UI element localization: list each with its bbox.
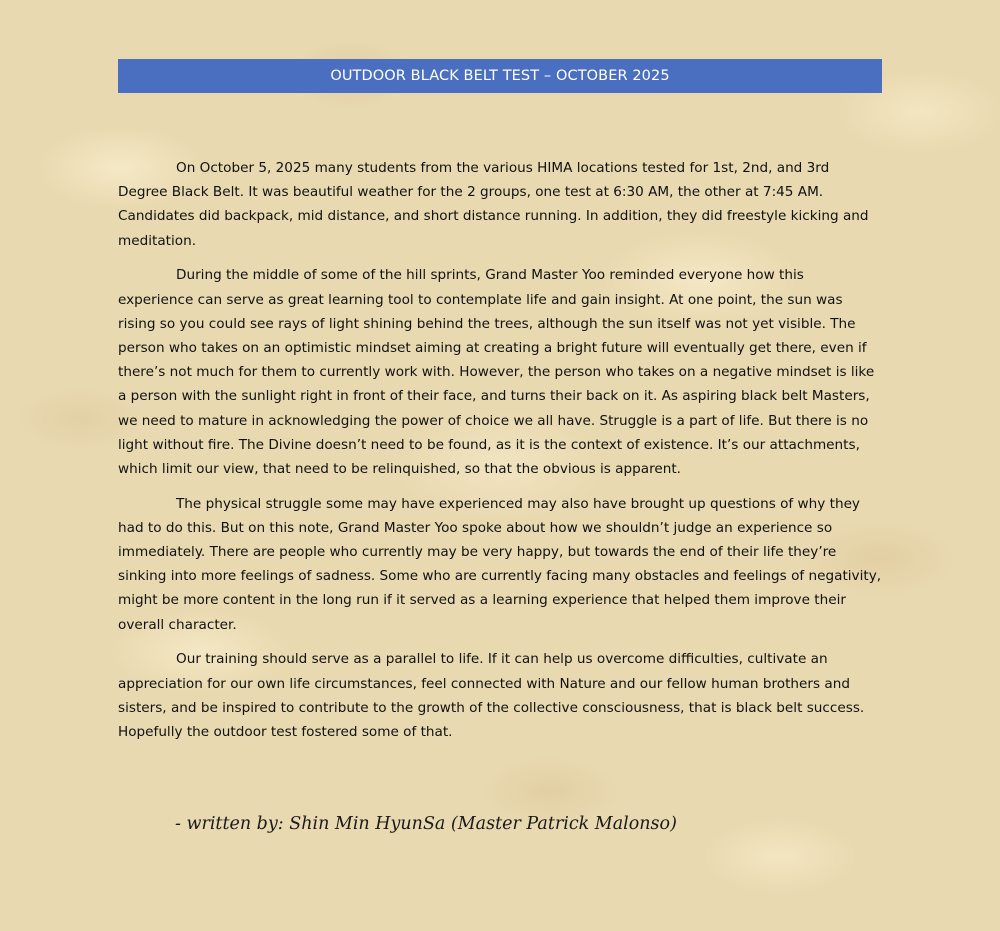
author-signature: - written by: Shin Min HyunSa (Master Patrick Malonso) [175, 814, 677, 834]
paragraph-physical-struggle: The physical struggle some may have experienced may also have brought up questions of why they had to do this. But on this note, Grand Master Yoo spoke about how we shouldn’t judge an experience so immediately. There are people who currently may be very happy, but towards the end of their life they’re sinking into more feelings of sadness. Some who are currently facing many obstacles and feelings of negativity, might be more content in the long run if it served as a learning experience that helped them improve their overall character. [118, 495, 882, 633]
paragraph-intro: On October 5, 2025 many students from the various HIMA locations tested for 1st, 2nd, and 3rd Degree Black Belt. It was beautiful weather for the 2 groups, one test at 6:30 AM, the other at 7:45 AM. Candidates did backpack, mid distance, and short distance running. In addition, they did freestyle kicking and meditation. [118, 160, 869, 249]
paragraph-training: Our training should serve as a parallel to life. If it can help us overcome difficulties, cultivate an appreciation for our own life circumstances, feel connected with Nature and our fellow human brothers and sisters, and be inspired to contribute to the growth of the collective consciousness, that is black belt success. Hopefully the outdoor test fostered some of that. [118, 651, 865, 740]
article-body [118, 156, 882, 755]
page-title: OUTDOOR BLACK BELT TEST – OCTOBER 2025 [118, 59, 882, 93]
paragraph-hill-sprints: During the middle of some of the hill sprints, Grand Master Yoo reminded everyone how this experience can serve as great learning tool to contemplate life and gain insight. At one point, the sun was rising so you could see rays of light shining behind the trees, although the sun itself was not yet visible. The person who takes on an optimistic mindset aiming at creating a bright future will eventually get there, even if there’s not much for them to currently work with. However, the person who takes on a negative mindset is like a person with the sunlight right in front of their face, and turns their back on it. As aspiring black belt Masters, we need to mature in acknowledging the power of choice we all have. Struggle is a part of life. But there is no light without fire. The Divine doesn’t need to be found, as it is the context of existence. It’s our attachments, which limit our view, that need to be relinquished, so that the obvious is apparent. [118, 267, 875, 477]
